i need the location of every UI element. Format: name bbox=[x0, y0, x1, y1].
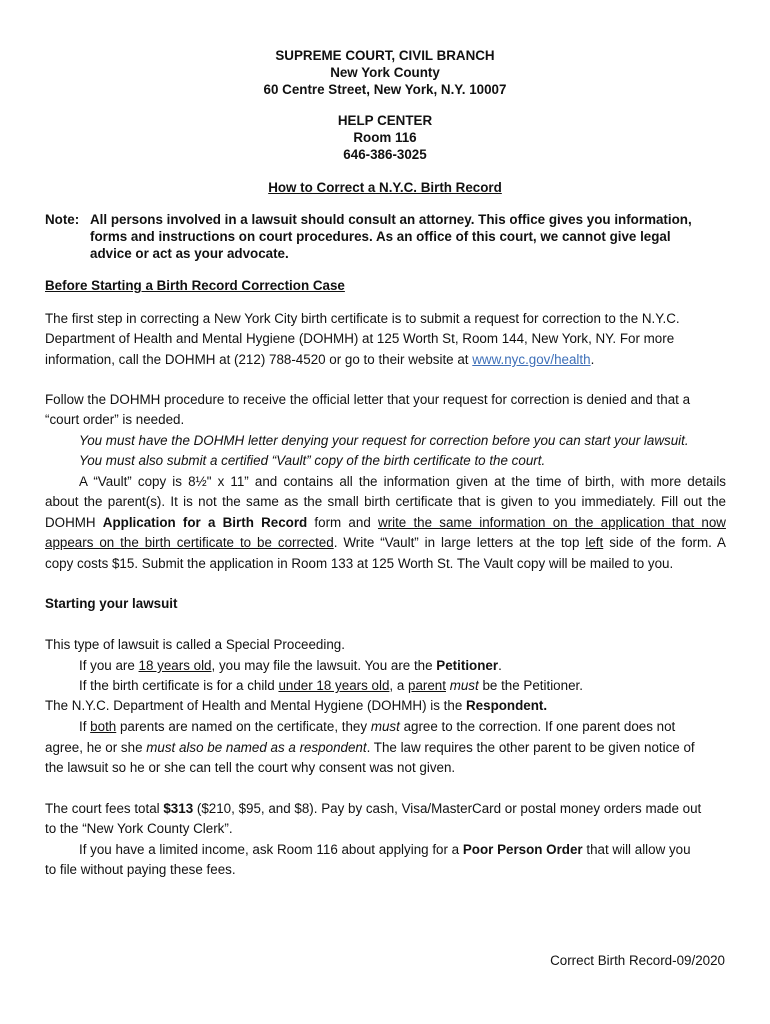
paragraph-line: copy costs $15. Submit the application in Room 133 at 125 Worth St. The Vault copy will be mailed to you. bbox=[45, 556, 674, 571]
paragraph-line: If both parents are named on the certificate, they must agree to the correction. If one parent does not bbox=[79, 719, 676, 734]
note-line: advice or act as your advocate. bbox=[90, 246, 289, 261]
phone-number: 646-386-3025 bbox=[343, 147, 427, 162]
paragraph-line: “court order” is needed. bbox=[45, 412, 185, 427]
page-title: How to Correct a N.Y.C. Birth Record bbox=[268, 180, 502, 195]
italic-instruction: You must have the DOHMH letter denying your request for correction before you can start your lawsuit. bbox=[79, 433, 689, 448]
paragraph-line: appears on the birth certificate to be corrected. Write “Vault” in large letters at the top left side of the form. A bbox=[45, 535, 726, 550]
paragraph-line: A “Vault” copy is 8½" x 11” and contains all the information given at the time of birth, with more details bbox=[79, 474, 726, 489]
section-heading-before-starting: Before Starting a Birth Record Correction Case bbox=[45, 278, 345, 293]
italic-instruction: You must also submit a certified “Vault” copy of the birth certificate to the court. bbox=[79, 453, 546, 468]
note-line: forms and instructions on court procedures. As an office of this court, we cannot give legal bbox=[90, 229, 671, 244]
note-line: All persons involved in a lawsuit should consult an attorney. This office gives you information, bbox=[90, 212, 692, 227]
dohmh-website-link[interactable]: www.nyc.gov/health bbox=[472, 352, 591, 367]
paragraph-line: about the parent(s). It is not the same as the small birth certificate that is given to you immediately. Fill out the bbox=[45, 494, 726, 509]
paragraph-line: If the birth certificate is for a child under 18 years old, a parent must be the Petitioner. bbox=[79, 678, 583, 693]
paragraph-line: The court fees total $313 ($210, $95, and $8). Pay by cash, Visa/MasterCard or postal money orders made out bbox=[45, 801, 702, 816]
help-center: HELP CENTER bbox=[337, 113, 433, 128]
paragraph-line: The N.Y.C. Department of Health and Mental Hygiene (DOHMH) is the Respondent. bbox=[45, 698, 548, 713]
section-heading-starting-lawsuit: Starting your lawsuit bbox=[45, 596, 178, 611]
county-name: New York County bbox=[330, 65, 440, 80]
paragraph-line: If you have a limited income, ask Room 116 about applying for a Poor Person Order that will allow you bbox=[79, 842, 691, 857]
paragraph-line: If you are 18 years old, you may file the lawsuit. You are the Petitioner. bbox=[79, 658, 502, 673]
room-number: Room 116 bbox=[353, 130, 417, 145]
paragraph-line: information, call the DOHMH at (212) 788-4520 or go to their website at www.nyc.gov/health. bbox=[45, 352, 595, 367]
paragraph-line: the lawsuit so he or she can tell the court why consent was not given. bbox=[45, 760, 456, 775]
paragraph-line: Department of Health and Mental Hygiene (DOHMH) at 125 Worth St, Room 144, New York, NY. For more bbox=[45, 331, 675, 346]
note-label: Note: bbox=[45, 212, 80, 227]
paragraph-line: The first step in correcting a New York City birth certificate is to submit a request for correction to the N.Y.C. bbox=[45, 311, 680, 326]
paragraph-line: to the “New York County Clerk”. bbox=[45, 821, 233, 836]
court-address: 60 Centre Street, New York, N.Y. 10007 bbox=[263, 82, 507, 97]
paragraph-line: DOHMH Application for a Birth Record form and write the same information on the application that now bbox=[45, 515, 726, 530]
paragraph-line: Follow the DOHMH procedure to receive the official letter that your request for correction is denied and that a bbox=[45, 392, 691, 407]
paragraph-line: to file without paying these fees. bbox=[45, 862, 236, 877]
footer-form-id: Correct Birth Record-09/2020 bbox=[550, 953, 725, 968]
paragraph-line: agree, he or she must also be named as a respondent. The law requires the other parent to be given notice of bbox=[45, 740, 695, 755]
paragraph-line: This type of lawsuit is called a Special Proceeding. bbox=[45, 637, 345, 652]
court-name: SUPREME COURT, CIVIL BRANCH bbox=[275, 48, 495, 63]
